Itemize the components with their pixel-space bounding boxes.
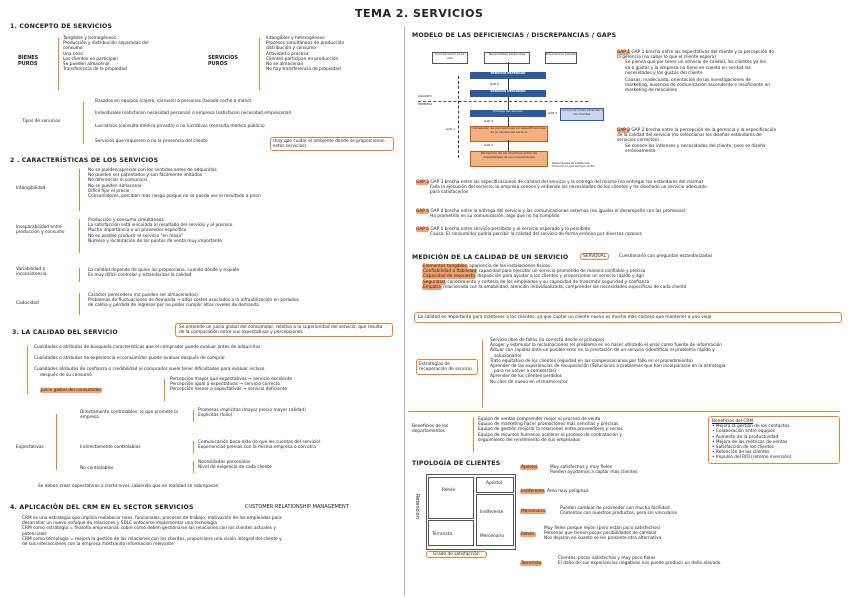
tipo-rehen: Rehén Muy fieles porque rejión (pero están poco satisfechos) Personas que tienen pocas posibilidades de cambiar Nos dejarán en cuanto se les presente otra alternativa [521, 526, 662, 542]
section-3-heading: 3. LA CALIDAD DEL SERVICIO [12, 329, 118, 336]
tipologia-ylabel: Retención [414, 494, 420, 519]
atributo-item: Cualidades atributos de confianza o credibilidad el comprador suele tener dificultades para evaluar incluso [34, 367, 265, 372]
gaps-heading: MODELO DE LAS DEFICIENCIAS / DISCREPANCIAS / GAPS [412, 32, 617, 39]
crm-subtitle: CUSTOMER RELATIONSHIP MANAGEMENT [245, 504, 349, 510]
exp-indirectas-list: Comunicación boca-oído (lo que les cuentas del servicio) Experiencias previas con la misma empresa o con otra [198, 440, 321, 451]
variabilidad-label: Variabilidad o inconsistencia [16, 267, 47, 278]
tipos-item: Individuales (satisfacen necesidad personal) o empresa (satisfacen necesidad empresarial) [95, 111, 292, 116]
tipologia-xlabel: Grado de satisfacción [426, 551, 487, 558]
tipos-item: Servicios que requieren o no la presencia del cliente [95, 139, 208, 144]
diagram-servicio-esperado: SERVICIO ESPERADO [470, 72, 546, 79]
atributo-item: Cualidades o atributos de búsqueda características que el comprador puede evaluar antes de adquirirlos [34, 345, 261, 350]
cell-indiferente: Indiferente [480, 510, 504, 515]
gap-2-tag: GAP 2 [484, 143, 494, 147]
section-4-heading: 4. APLICACIÓN DEL CRM EN EL SECTOR SERVICIOS [10, 504, 194, 511]
diagram-conversion: Conversión de percepciones en especificaciones de la calidad del servicio [470, 126, 548, 142]
crm-benefits-box: Beneficios del CRM • Mejora la gestión de los contactos • Colaboración entre equipos • Aumento de la productividad • Mejora de las métricas de ventas • Satisfacción de los clientes • Retención de los clientes • Impulso del ROI (retorno inversión) [708, 416, 840, 464]
diagram-comunicaciones: Comunicaciones externas a los clientes [560, 108, 604, 121]
servqual-tag: SERVQUAL [580, 253, 609, 260]
beneficios-list: Equipo de ventas comprender mejor el proceso de venta Equipo de marketing hacer promociones más sencillas y precisas Equipo de gestión mejorar la relaciones entre proveedores y socios Equipo de recursos humanos acelerar el proceso de contratación y seguimiento del rendimiento de sus empleados [478, 417, 623, 443]
tipologia-heading: TIPOLOGÍA DE CLIENTES [412, 460, 501, 467]
tipos-item: Lucrativos (consulta médica privada) o no lucrativos (consulta médica pública) [95, 124, 265, 129]
calidad-definition: Se entiende un juicio global del consumidor, relativo a la superioridad del servicio, que resulta de la comparación entre sus expectativas y percepciones [175, 323, 393, 337]
calidad-note: La calidad es importante para mantener a los clientes, ya que captar un cliente nuevo es mucho más costoso que mantener a uno viejo [414, 312, 842, 323]
gap-1-tag: GAP 1 [446, 127, 456, 131]
juicio-list: Percepción mayor que expectativas → servicio excelente Percepción igual a expectativas → servicio correcto Percepción menor a expectativas → servicio deficiente [170, 377, 292, 393]
diagram-usuario: USUARIO [418, 94, 432, 98]
inseparabilidad-list: Producción y consumo simultáneos La satisfacción está vinculada al resultado del servicio y al proceso Mucha importancia a un proveedor específico No es posible producir el servicio "en masa" Número y localización de los puntos de venta muy importante [88, 218, 233, 244]
gap3-text: GAP 3 GAP 3 brecha entre las especificaciones de calidad del servicio y la entrega del mismo (no entregar los estándares del mismo) Falla la ejecución del servicio, la empresa conoce y entiende las necesidades de los clientes y ha diseñado un servicio adecuado para satisfacerlos [416, 180, 707, 196]
gap-4-tag: GAP 4 [548, 111, 558, 115]
tipo-indiferente: Indiferente Área muy peligrosa [521, 489, 589, 494]
tipos-note: (hay que cuidar el ambiente donde se proporcionan estos servicios) [270, 137, 394, 151]
diagram-entrega: Entrega del servicio [470, 110, 546, 117]
bienes-puros-label: BIENES PUROS [18, 55, 39, 67]
beneficios-label: Beneficios de los departamentos [412, 424, 449, 435]
page-title: TEMA 2. SERVICIOS [355, 7, 484, 20]
exp-directas: Directamente controlables: lo que promete la empresa [80, 410, 178, 421]
servqual-desc: Cuestionario con preguntas estandarizadas [619, 254, 713, 259]
gap4-text: GAP 4 GAP 4 brecha entre la entrega del servicio y las comunicaciones externas (no igualar el desempeño con las promesas) Ha prometido en su comunicación, algo que no ha cumplido [416, 209, 686, 220]
diagram-servicio-percibido: SERVICIO PERCIBIDO [470, 90, 546, 97]
cell-terrorista: Terrorista [432, 532, 453, 537]
column-divider [404, 26, 405, 596]
gap5-text: GAP 5 GAP 5 brecha entre servicio percibido y el servicio esperado y lo percibido Causa: El consumidor podría percibir la calidad del servicio de forma errónea por diversos razones [416, 227, 642, 238]
medicion-heading: MEDICIÓN DE LA CALIDAD DE UN SERVICIO [412, 254, 569, 261]
diagram-necesidades: Necesidades personales [484, 52, 530, 64]
tipos-label: Tipos de servicios [22, 119, 61, 124]
atributo-item: Cualidades o atributos de experiencia el consumidor puede evaluar después de comprar [34, 356, 226, 361]
atributo-item: después de su consumo [40, 373, 92, 378]
exp-no-controlables: No controlables [80, 466, 114, 471]
diagram-boca-oido: Comunicación boca-oído [432, 52, 468, 64]
tipos-item: Basados en equipos (cajero, carrusel) o personas (lavado coche a mano) [95, 99, 252, 104]
estrategias-label: Estrategias de recuperación de servicio [416, 359, 478, 375]
juicio-global-label: Juicio global del consumidor [41, 388, 102, 393]
intangibilidad-label: Intangibilidad [16, 186, 46, 191]
servqual-dims: Elementos tangibles apariencia de las instalaciones físicas Confiabilidad o fiabilidad capacidad para ejecutar un servicio prometido de manera confiable y precisa Capacidad de respuesta disposición para ayudar a los clientes y proporcionar un servicio rápido y ágil Seguridad conocimiento y cortesía de los empleados y su capacidad de transmitir seguridad y confianza Empatía relacionada con la amabilidad, atención individualizada, comprender las necesidades específicas de cada cliente [423, 264, 687, 290]
gap1-text: GAP 1 GAP 1 brecha entre las expectativas del cliente y la percepción de la gerencia (no saber lo que el cliente espera) Se piensa que por tener un servicio de calidad, los clientes ya les va a gustar y la empresa no tiene en cuenta en verdad las necesidades y los gustos del cliente Causas: inadecuada, orientación de las investigaciones de marketing, ausencia de comunicación ascendente e insuficiente en marketing de relaciones [617, 50, 775, 94]
tipologia-chart [406, 472, 516, 564]
tipo-mercenario: Mercenario Pueden cambiar de proveedor con mucha facilidad Contentos con nuestros productos, pero sin vincularse [521, 506, 678, 517]
exp-directas-list: Promesas implícitas (mayor precio mayor calidad) Explícitas (folio) [198, 408, 306, 419]
servicios-list: Intangibles y heterogéneos Procesos simultáneos de producción distribución y consumo Actividad o proceso Clientes participan en producción No se almacenan No hay transferencia de propiedad [266, 36, 345, 73]
gaps-diagram [418, 50, 608, 175]
gap-5-tag: GAP 5 [490, 82, 500, 86]
exp-no-controlables-list: Necesidades personales Nivel de exigencia de cada cliente [198, 460, 272, 471]
intangibilidad-list: No se pueden apreciar con los sentidos antes de adquirirlos No pueden ser patentados y son fácilmente imitados No diferenciar ni comunicar No se pueden almacenar Difícil fijar el precio Consumidores, perciben más riesgo porque no se puede ver el resultado a priori [88, 168, 261, 200]
crm-text: CRM es una estrategia que implica reelaborar roles, funcionales, procesos de trabajo, motivación de los empleados para desarrollar un nuevo enfoque de relaciones y SDLC enfocarse implementar una tecnología CRM como estrategia = filosofía empresarial, sobre cómo deben gestionarse las relaciones con los clientes actuales y potenciales CRM como tecnología = mejora la gestión de las relaciones con los clientes, proporciona una visión integral del cliente y de sus interacciones con la empresa mostrando información relevante [22, 516, 282, 548]
diagram-empresa: EMPRESA [418, 102, 433, 106]
cell-rehen: Rehén [442, 488, 456, 493]
inseparabilidad-label: Inseparabilidad entre producción y consumo [16, 225, 65, 236]
variabilidad-list: La calidad depende de quien los proporciona, cuando dónde y a quién Es muy difícil controlar y estandarizar la calidad [88, 268, 240, 279]
exp-indirectas: Indirectamente controlables [80, 445, 141, 450]
gap2-text: GAP 2 GAP 2 brecha entre la percepción de la gerencia y la especificación de la calidad del servicio (no seleccionar los diseños estándares de servicios correctos) Se conoce los intereses y necesidades del cliente, pero se diseña erróneamente [617, 128, 777, 154]
tipo-apostol: Apóstol Muy satisfechos y muy fieles Pueden ayudarnos a captar más clientes [521, 465, 638, 476]
estrategias-list: Servicio libre de fallos (lo correcto desde el principio) Acoger y estimular la reclamaciones (el problema es no hacer utilizado el error como fuente de información Actuar con rapidez ante un posible error en la prestación de un servicio (identificar el problema rápido y solucionarlo) Trato equitativo de los clientes (equidad en las compensaciones por fallo en el procedimiento) Aprender de las experiencias de recuperación (Soluciones a problemas que han incorporarse en la estrategia para no volver a cometerlos) Aprender de los clientes perdidos No caer de nuevo en el mismo error [490, 338, 726, 385]
diagram-experiencia: Experiencia pasada [545, 52, 577, 64]
section-2-heading: 2 . CARACTERÍSTICAS DE LOS SERVICIOS [10, 157, 159, 164]
caducidad-list: Carácter perecedero (no pueden ser almacenados) Problemas de fluctuaciones de demanda → altos costes asociados a la infrautilización en periodos de calma y pérdida de ingresos por no poder cumplir altos niveles de demanda [88, 293, 299, 309]
diagram-percepcion: Percepción de los directivos sobre las expectativas de los consumidores [470, 151, 548, 167]
caducidad-label: Caducidad [16, 301, 39, 306]
cell-apostol: Apóstol [486, 481, 503, 486]
gap-3-tag: GAP 3 [484, 119, 494, 123]
tipo-terrorista: Terrorista Clientes, pocos satisfechos y muy poco fieles El daño de sus experiencias negativas nos puede producir un daño elevado [521, 556, 721, 567]
bienes-list: Tangibles y homogéneos Producción y distribución separadas del consumo Una cosa Los clientes no participan Se pueden almacenar Transferencia de la propiedad [63, 36, 149, 73]
expectativas-final: Se deben crear expectativas a cierto nivel, sabiendo que en realidad se sobrepasan [38, 484, 219, 489]
cell-mercenario: Mercenario [480, 534, 504, 539]
servicios-puros-label: SERVICIOS PUROS [208, 55, 238, 67]
section-1-heading: 1. CONCEPTO DE SERVICIOS [10, 23, 113, 30]
expectativas-label: Expectativas [16, 445, 44, 450]
diagram-note: Determinante de satisfacción Consumir en que tiempos contra [552, 162, 595, 168]
